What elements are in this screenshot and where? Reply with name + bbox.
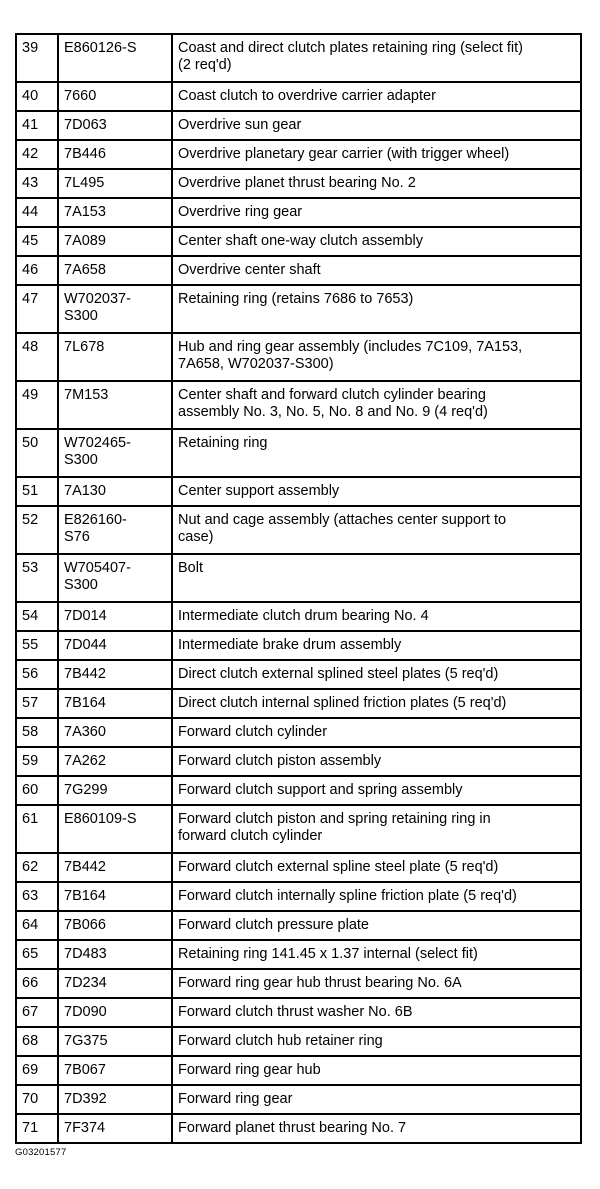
item-number-cell: 41 xyxy=(16,111,58,140)
description-cell: Bolt xyxy=(172,554,581,602)
item-number-cell: 54 xyxy=(16,602,58,631)
table-row xyxy=(16,805,581,853)
part-number-cell: 7F374 xyxy=(58,1114,172,1143)
part-number-cell: 7B442 xyxy=(58,853,172,882)
item-number-cell: 59 xyxy=(16,747,58,776)
item-number-cell: 61 xyxy=(16,805,58,853)
table-row xyxy=(16,689,581,718)
part-number-cell: 7D063 xyxy=(58,111,172,140)
table-row xyxy=(16,776,581,805)
description-cell: Coast and direct clutch plates retaining ring (select fit) (2 req'd) xyxy=(172,34,581,82)
item-number-cell: 56 xyxy=(16,660,58,689)
table-row xyxy=(16,285,581,333)
part-number-cell: 7A089 xyxy=(58,227,172,256)
description-cell: Forward clutch pressure plate xyxy=(172,911,581,940)
part-number-cell: 7D044 xyxy=(58,631,172,660)
part-number-cell: 7B164 xyxy=(58,689,172,718)
table-row xyxy=(16,169,581,198)
table-row xyxy=(16,82,581,111)
table-row xyxy=(16,477,581,506)
table-row xyxy=(16,747,581,776)
item-number-cell: 45 xyxy=(16,227,58,256)
description-cell: Center shaft and forward clutch cylinder bearing assembly No. 3, No. 5, No. 8 and No. 9 (4 req'd) xyxy=(172,381,581,429)
description-cell: Center support assembly xyxy=(172,477,581,506)
description-cell: Intermediate brake drum assembly xyxy=(172,631,581,660)
table-row xyxy=(16,911,581,940)
description-cell: Forward clutch hub retainer ring xyxy=(172,1027,581,1056)
item-number-cell: 70 xyxy=(16,1085,58,1114)
item-number-cell: 43 xyxy=(16,169,58,198)
description-cell: Overdrive center shaft xyxy=(172,256,581,285)
description-cell: Forward clutch cylinder xyxy=(172,718,581,747)
table-row xyxy=(16,1027,581,1056)
table-row xyxy=(16,969,581,998)
table-row xyxy=(16,631,581,660)
item-number-cell: 57 xyxy=(16,689,58,718)
item-number-cell: 69 xyxy=(16,1056,58,1085)
description-cell: Forward clutch thrust washer No. 6B xyxy=(172,998,581,1027)
item-number-cell: 47 xyxy=(16,285,58,333)
description-cell: Direct clutch internal splined friction plates (5 req'd) xyxy=(172,689,581,718)
description-cell: Hub and ring gear assembly (includes 7C109, 7A153, 7A658, W702037-S300) xyxy=(172,333,581,381)
description-cell: Forward clutch external spline steel plate (5 req'd) xyxy=(172,853,581,882)
table-row xyxy=(16,506,581,554)
table-row xyxy=(16,554,581,602)
table-row xyxy=(16,198,581,227)
description-cell: Forward clutch support and spring assembly xyxy=(172,776,581,805)
part-number-cell: E826160- S76 xyxy=(58,506,172,554)
table-row xyxy=(16,227,581,256)
description-cell: Overdrive planet thrust bearing No. 2 xyxy=(172,169,581,198)
item-number-cell: 52 xyxy=(16,506,58,554)
table-row xyxy=(16,853,581,882)
item-number-cell: 50 xyxy=(16,429,58,477)
figure-id: G03201577 xyxy=(15,1147,67,1158)
description-cell: Forward ring gear hub xyxy=(172,1056,581,1085)
table-row xyxy=(16,333,581,381)
description-cell: Direct clutch external splined steel plates (5 req'd) xyxy=(172,660,581,689)
part-number-cell: 7D090 xyxy=(58,998,172,1027)
description-cell: Center shaft one-way clutch assembly xyxy=(172,227,581,256)
table-row xyxy=(16,1085,581,1114)
part-number-cell: 7B067 xyxy=(58,1056,172,1085)
item-number-cell: 42 xyxy=(16,140,58,169)
item-number-cell: 48 xyxy=(16,333,58,381)
parts-table xyxy=(15,33,582,1144)
part-number-cell: 7B442 xyxy=(58,660,172,689)
item-number-cell: 63 xyxy=(16,882,58,911)
part-number-cell: 7A360 xyxy=(58,718,172,747)
item-number-cell: 68 xyxy=(16,1027,58,1056)
item-number-cell: 67 xyxy=(16,998,58,1027)
part-number-cell: 7L678 xyxy=(58,333,172,381)
table-row xyxy=(16,660,581,689)
description-cell: Coast clutch to overdrive carrier adapter xyxy=(172,82,581,111)
table-row xyxy=(16,602,581,631)
table-row xyxy=(16,882,581,911)
part-number-cell: 7B164 xyxy=(58,882,172,911)
description-cell: Overdrive ring gear xyxy=(172,198,581,227)
part-number-cell: 7M153 xyxy=(58,381,172,429)
part-number-cell: 7A153 xyxy=(58,198,172,227)
description-cell: Retaining ring 141.45 x 1.37 internal (select fit) xyxy=(172,940,581,969)
description-cell: Overdrive planetary gear carrier (with trigger wheel) xyxy=(172,140,581,169)
description-cell: Overdrive sun gear xyxy=(172,111,581,140)
item-number-cell: 46 xyxy=(16,256,58,285)
description-cell: Forward ring gear xyxy=(172,1085,581,1114)
part-number-cell: 7G375 xyxy=(58,1027,172,1056)
part-number-cell: 7B446 xyxy=(58,140,172,169)
item-number-cell: 44 xyxy=(16,198,58,227)
table-row xyxy=(16,381,581,429)
table-row xyxy=(16,940,581,969)
part-number-cell: W702465- S300 xyxy=(58,429,172,477)
part-number-cell: E860126-S xyxy=(58,34,172,82)
part-number-cell: 7D483 xyxy=(58,940,172,969)
item-number-cell: 65 xyxy=(16,940,58,969)
item-number-cell: 40 xyxy=(16,82,58,111)
description-cell: Intermediate clutch drum bearing No. 4 xyxy=(172,602,581,631)
item-number-cell: 64 xyxy=(16,911,58,940)
part-number-cell: 7660 xyxy=(58,82,172,111)
part-number-cell: W702037- S300 xyxy=(58,285,172,333)
table-row xyxy=(16,429,581,477)
item-number-cell: 39 xyxy=(16,34,58,82)
part-number-cell: 7A130 xyxy=(58,477,172,506)
part-number-cell: 7A262 xyxy=(58,747,172,776)
description-cell: Retaining ring xyxy=(172,429,581,477)
item-number-cell: 53 xyxy=(16,554,58,602)
part-number-cell: E860109-S xyxy=(58,805,172,853)
table-row xyxy=(16,256,581,285)
table-row xyxy=(16,998,581,1027)
table-row xyxy=(16,111,581,140)
description-cell: Forward clutch piston assembly xyxy=(172,747,581,776)
item-number-cell: 51 xyxy=(16,477,58,506)
part-number-cell: 7B066 xyxy=(58,911,172,940)
parts-table-body xyxy=(16,34,581,1143)
table-row xyxy=(16,718,581,747)
part-number-cell: 7D014 xyxy=(58,602,172,631)
item-number-cell: 62 xyxy=(16,853,58,882)
description-cell: Forward ring gear hub thrust bearing No. 6A xyxy=(172,969,581,998)
item-number-cell: 49 xyxy=(16,381,58,429)
description-cell: Nut and cage assembly (attaches center support to case) xyxy=(172,506,581,554)
part-number-cell: 7A658 xyxy=(58,256,172,285)
description-cell: Forward planet thrust bearing No. 7 xyxy=(172,1114,581,1143)
item-number-cell: 55 xyxy=(16,631,58,660)
description-cell: Retaining ring (retains 7686 to 7653) xyxy=(172,285,581,333)
table-row xyxy=(16,140,581,169)
item-number-cell: 60 xyxy=(16,776,58,805)
table-row xyxy=(16,34,581,82)
item-number-cell: 71 xyxy=(16,1114,58,1143)
part-number-cell: 7D234 xyxy=(58,969,172,998)
part-number-cell: 7D392 xyxy=(58,1085,172,1114)
part-number-cell: 7L495 xyxy=(58,169,172,198)
part-number-cell: W705407- S300 xyxy=(58,554,172,602)
part-number-cell: 7G299 xyxy=(58,776,172,805)
table-row xyxy=(16,1056,581,1085)
description-cell: Forward clutch piston and spring retaining ring in forward clutch cylinder xyxy=(172,805,581,853)
item-number-cell: 58 xyxy=(16,718,58,747)
description-cell: Forward clutch internally spline friction plate (5 req'd) xyxy=(172,882,581,911)
table-row xyxy=(16,1114,581,1143)
item-number-cell: 66 xyxy=(16,969,58,998)
